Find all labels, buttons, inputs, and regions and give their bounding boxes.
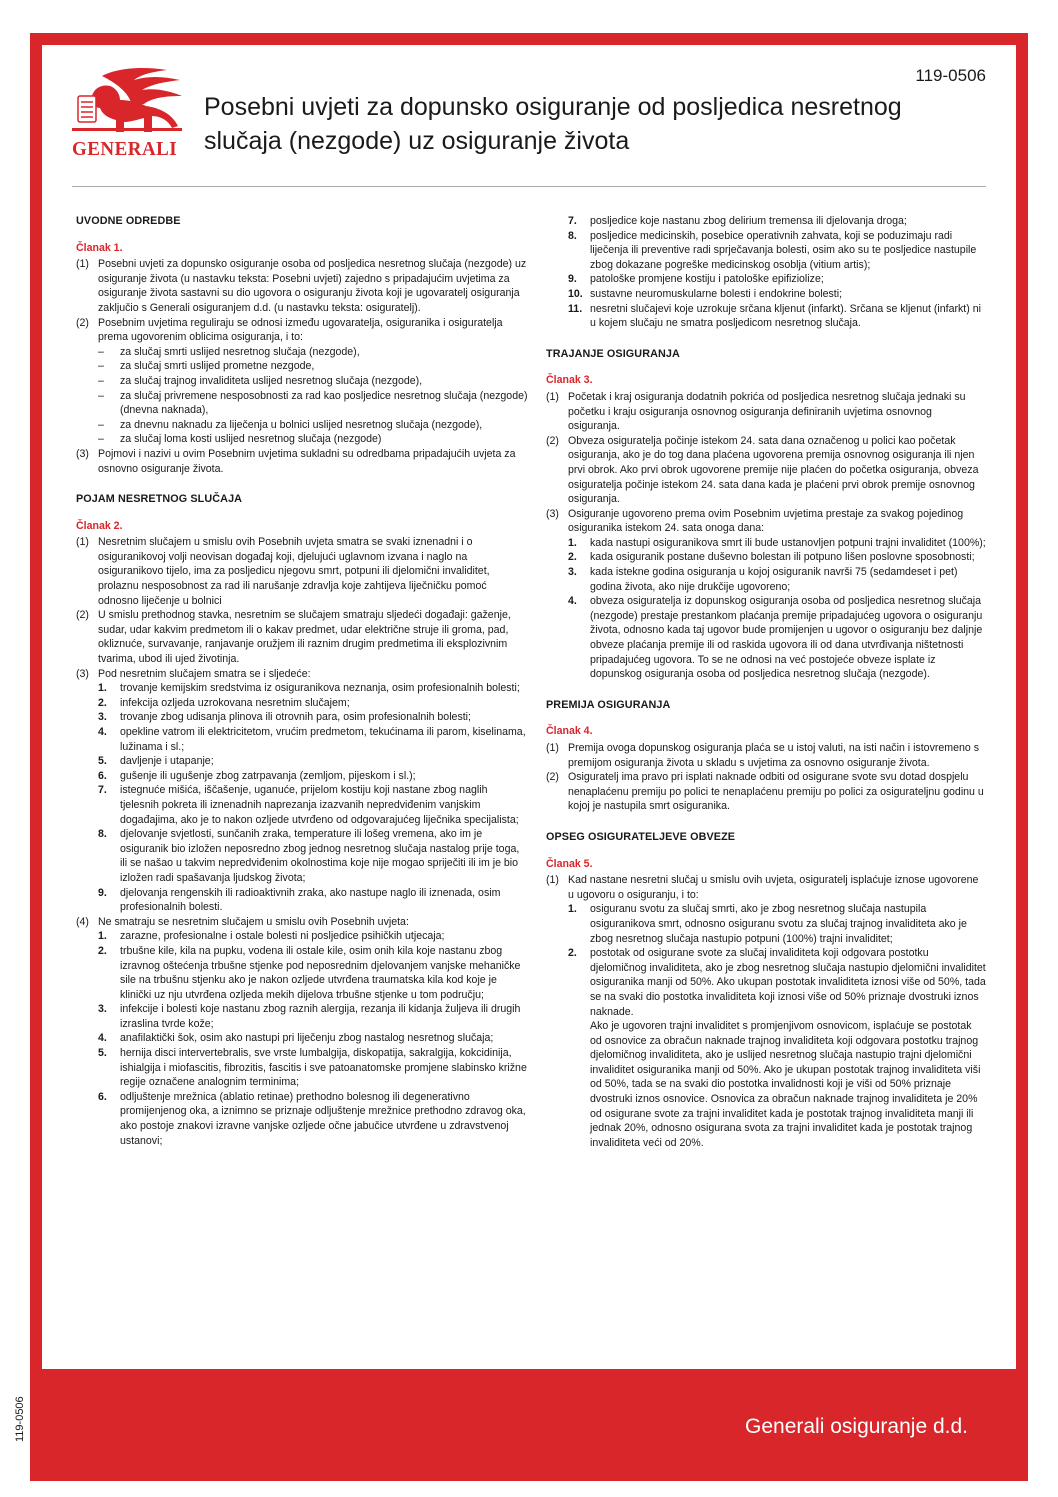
list-item bbox=[568, 536, 986, 551]
list-item bbox=[98, 929, 528, 944]
paragraph bbox=[546, 390, 986, 434]
item-number: 3. bbox=[568, 566, 577, 579]
item-number: 9. bbox=[568, 273, 577, 286]
list-item bbox=[568, 214, 986, 229]
paragraph bbox=[76, 667, 528, 682]
item-text: za slučaj trajnog invaliditeta uslijed nesretnog slučaja (nezgode), bbox=[120, 374, 423, 387]
item-text: zarazne, profesionalne i ostale bolesti ni posljedice psihičkih utjecaja; bbox=[120, 930, 445, 943]
list-item bbox=[98, 1046, 528, 1090]
list-item bbox=[98, 725, 528, 754]
item-text: sustavne neuromuskularne bolesti i endokrine bolesti; bbox=[590, 287, 843, 300]
paragraph bbox=[76, 608, 528, 666]
paragraph-text: Pojmovi i nazivi u ovim Posebnim uvjetima sukladni su odredbama pripadajućih uvjeta za osnovno osiguranje života. bbox=[98, 447, 516, 475]
list-item bbox=[568, 594, 986, 682]
list-item bbox=[568, 272, 986, 287]
item-text: za dnevnu naknadu za liječenja u bolnici uslijed nesretnog slučaja (nezgode), bbox=[120, 418, 483, 431]
item-number: – bbox=[98, 374, 104, 387]
list-item bbox=[98, 432, 528, 447]
section-heading: TRAJANJE OSIGURANJA bbox=[546, 347, 680, 360]
item-text: opekline vatrom ili elektricitetom, vrućim predmetom, tekućinama ili parom, kiselinama, lužinama i sl.; bbox=[120, 726, 526, 753]
paragraph-text: Osiguratelj ima pravo pri isplati naknade odbiti od osigurane svote svu dotad dospjelu nenaplaćenu premiju po polici te nenaplaćenu premiju po polici za osigurateljnu godinu u kojoj je nastupila smrt osiguranika. bbox=[568, 771, 984, 813]
item-number: 1. bbox=[98, 930, 107, 943]
paragraph-text: U smislu prethodnog stavka, nesretnim se slučajem smatraju sljedeći događaji: gaženje, sudar, udar kakvim predmetom ili o kakav predmet, udar električne struje ili groma, pad, okliznuće, survavanje, ranjavanje oružjem ili raznim drugim predmetima ili eksplozivnim tvarima, ubod ili ujed životinja. bbox=[98, 609, 511, 666]
list-item bbox=[98, 418, 528, 433]
item-text: djelovanja rengenskih ili radioaktivnih zraka, ako nastupe naglo ili iznenada, osim profesionalnih bolesti. bbox=[120, 886, 501, 914]
list-item bbox=[98, 681, 528, 696]
item-number: – bbox=[98, 433, 104, 446]
paragraph-number: (1) bbox=[546, 390, 559, 403]
item-number: 1. bbox=[98, 682, 107, 695]
paragraph-text: Posebnim uvjetima reguliraju se odnosi između ugovaratelja, osiguranika i osiguratelja prema ugovorenim oblicima osiguranja, i to: bbox=[98, 316, 503, 344]
item-number: 6. bbox=[98, 769, 107, 782]
article-section bbox=[546, 347, 986, 682]
paragraph-text: Premija ovoga dopunskog osiguranja plaća se u istoj valuti, na isti način i istovremeno s premijom osiguranja života u skladu s uvjetima za osnovno osiguranje života. bbox=[568, 742, 980, 769]
list-item bbox=[568, 946, 986, 1019]
paragraph-text: Nesretnim slučajem u smislu ovih Posebnih uvjeta smatra se svaki iznenadni i o osiguranikovoj volji neovisan događaj koji, djelujući uglavnom izvana i naglo na osiguranikovo tijelo, ima za posljedicu njegovu smrt, potpuni ili djelomični invaliditet, prolaznu nesposobnost za rad ili narušanje zdravlja koje zahtijeva liječničku pomoć odnosno liječenje u bolnici bbox=[98, 536, 490, 607]
logo-wordmark: GENERALI bbox=[72, 138, 178, 160]
list-item bbox=[98, 827, 528, 885]
list-item bbox=[98, 1031, 528, 1046]
article-section bbox=[546, 698, 986, 814]
item-text: infekcija ozljeda uzrokovana nesretnim slučajem; bbox=[120, 696, 350, 709]
footer-company: Generali osiguranje d.d. bbox=[745, 1415, 968, 1438]
generali-logo bbox=[72, 66, 192, 161]
item-number: 1. bbox=[568, 903, 577, 916]
paragraph-text: Početak i kraj osiguranja dodatnih pokrića od posljedica nesretnog slučaja jednaki su početku i kraju osiguranja osnovnog osiguranja definiranih uvjetima osnovnog osiguranja. bbox=[568, 390, 966, 433]
list-item bbox=[98, 754, 528, 769]
paragraph bbox=[546, 507, 986, 536]
item-number: 7. bbox=[568, 215, 577, 227]
item-text: kada istekne godina osiguranja u kojoj osiguranik navrši 75 (sedamdeset i pet) godina života, ako nije drukčije ugovoreno; bbox=[590, 566, 958, 593]
paragraph-number: (2) bbox=[76, 609, 89, 622]
item-number: 1. bbox=[568, 536, 577, 549]
item-text: anafilaktički šok, osim ako nastupi pri liječenju zbog nastalog nesretnog slučaja; bbox=[120, 1032, 494, 1045]
item-number: 8. bbox=[568, 229, 577, 242]
paragraph-text: Posebni uvjeti za dopunsko osiguranje osoba od posljedica nesretnog slučaja (nezgode) uz osiguranje života (u nastavku teksta: Posebni uvjeti) zajedno s pripadajućim uvjetima za osiguranje života sastavni su dio ugovora o osiguranju života koji je ugovaratelj osiguranja zaključio s Generali osiguranjem d.d. (u nastavku teksta: osiguratelj). bbox=[98, 258, 527, 314]
item-text: djelovanje svjetlosti, sunčanih zraka, temperature ili lošeg vremena, ako im je osiguranik bio izložen neposredno zbog jednog nesretnog slučaja nastalog prije toga, ili se našao u takvim nepredviđenim okolnostima koje nije mogao spriječiti ili im je bio izložen radi spašavanja ljudskog života; bbox=[120, 828, 520, 884]
article-number: Članak 1. bbox=[76, 241, 123, 254]
item-text: gušenje ili ugušenje zbog zatrpavanja (zemljom, pijeskom i sl.); bbox=[120, 769, 416, 782]
list-item bbox=[98, 389, 528, 418]
item-text: za slučaj privremene nesposobnosti za rad kao posljedice nesretnog slučaja (nezgode) (dnevna naknada), bbox=[120, 389, 528, 417]
paragraph bbox=[546, 741, 986, 770]
footer-band bbox=[42, 1369, 1016, 1469]
list-item bbox=[98, 345, 528, 360]
paragraph-number: (1) bbox=[76, 258, 89, 271]
item-number: 5. bbox=[98, 1047, 107, 1060]
item-number: 8. bbox=[98, 828, 107, 841]
item-text: postotak od osigurane svote za slučaj invaliditeta koji odgovara postotku djelomičnog invaliditeta, ako je zbog nesretnog slučaja nastupio djelomični invaliditet osiguranika manji od 50%. Ako ukupan postotak invaliditeta iznosi više od 50%, tada se na svaki dio postotka invaliditeta koji iznosi više od 50% priznaje dvostruki iznos naknade. bbox=[590, 947, 986, 1018]
list-item bbox=[98, 1002, 528, 1031]
item-text: za slučaj smrti uslijed prometne nezgode, bbox=[120, 360, 315, 373]
item-number: 3. bbox=[98, 711, 107, 724]
list-item bbox=[568, 565, 986, 594]
paragraph bbox=[76, 447, 528, 476]
paragraph-text: Osiguranje ugovoreno prema ovim Posebnim uvjetima prestaje za svakog pojedinog osiguranika istekom 24. sata onoga dana: bbox=[568, 507, 964, 535]
article-number: Članak 4. bbox=[546, 725, 593, 738]
item-number: – bbox=[98, 360, 104, 373]
list-item bbox=[98, 944, 528, 1002]
item-text: kada nastupi osiguranikova smrt ili bude ustanovljen potpuni trajni invaliditet (100%); bbox=[590, 536, 986, 549]
item-list bbox=[568, 902, 986, 1019]
page-title: Posebni uvjeti za dopunsko osiguranje od posljedica nesretnog slučaja (nezgode) uz osiguranje života bbox=[204, 93, 902, 155]
paragraph-text: Obveza osiguratelja počinje istekom 24. sata dana označenog u polici kao početak osiguranja, ako je do tog dana plaćena ugovorena premija osnovnog osiguranja ili njen prvi obrok. Ako prvi obrok ugovorene premije nije plaćen do početka osiguranja, obveza osiguratelja počinje istekom 24. sata dana kada je plaćeni prvi obrok premije osnovnog osiguranja. bbox=[568, 434, 979, 506]
item-number: – bbox=[98, 418, 104, 431]
item-text: za slučaj loma kosti uslijed nesretnog slučaja (nezgode) bbox=[120, 433, 382, 446]
item-list bbox=[98, 929, 528, 1148]
item-text: patološke promjene kostiju i patološke epifiziolize; bbox=[590, 273, 824, 286]
paragraph bbox=[546, 873, 986, 902]
item-number: 7. bbox=[98, 784, 107, 797]
paragraph-text: Kad nastane nesretni slučaj u smislu ovih uvjeta, osiguratelj isplaćuje iznose ugovorene u ugovoru o osiguranju, i to: bbox=[568, 874, 979, 901]
item-list bbox=[98, 345, 528, 447]
section-heading: PREMIJA OSIGURANJA bbox=[546, 698, 671, 711]
paragraph-number: (1) bbox=[76, 536, 89, 549]
item-text: hernija disci intervertebralis, sve vrste lumbalgija, diskopatija, sakralgija, kokcidinija, ishialgija i miofascitis, fibrozitis, fascitis i sve patoanatomske promjene slabinsko križne regije označene analognim terminima; bbox=[120, 1047, 527, 1089]
item-text: za slučaj smrti uslijed nesretnog slučaja (nezgode), bbox=[120, 345, 360, 358]
paragraph-number: (3) bbox=[76, 667, 89, 680]
item-text: trbušne kile, kila na pupku, vodena ili ostale kile, osim onih kila koje nastanu zbog izravnog oštećenja trbušne stjenke pod neposrednim djelovanjem vanjske mehaničke sile na trbušnu stjenku ako je nakon ozljede utvrđena traumatska kila kod koje je klinički uz nju utvrđena ozljeda mekih dijelova trbušne stjenke u tom području; bbox=[120, 944, 521, 1001]
paragraph bbox=[546, 434, 986, 507]
article-number: Članak 3. bbox=[546, 374, 593, 387]
list-item bbox=[98, 374, 528, 389]
section-heading: UVODNE ODREDBE bbox=[76, 215, 181, 227]
list-item bbox=[568, 550, 986, 565]
right-column bbox=[546, 214, 986, 1166]
paragraph-number: (2) bbox=[546, 434, 559, 447]
paragraph bbox=[546, 770, 986, 814]
item-number: 4. bbox=[98, 1032, 107, 1045]
item-text: odljuštenje mrežnica (ablatio retinae) prethodno bolesnog ili degenerativno promijenjenog oka, a iznimno se priznaje odljuštenje mrežnice prethodno zdravog oka, ako postoje znakovi izravne vanjske ozljede očne jabučice utvrđene u zdravstvenoj ustanovi; bbox=[120, 1090, 526, 1147]
continued-list bbox=[546, 214, 986, 331]
item-number: 2. bbox=[568, 551, 577, 564]
list-item bbox=[98, 359, 528, 374]
paragraph-text: Pod nesretnim slučajem smatra se i sljedeće: bbox=[98, 667, 311, 680]
article-section bbox=[76, 492, 528, 1148]
paragraph-number: (4) bbox=[76, 915, 89, 928]
item-text: obveza osiguratelja iz dopunskog osiguranja osoba od posljedica nesretnog slučaja (nezgode) prestaje prestankom plaćanja premije pripadajućeg ugovora o osiguranju života, odnosno kada taj ugovor bude promijenjen u ugovor o osiguranju bez daljnje obveze plaćanja premije ili od raskida ugovora ili od dana utvrđivanja ništetnosti pripadajućeg ugovora. To se ne odnosi na već postojeće obveze isplate iz dopunskog osiguranja osoba od posljedica nesretnog slučaja (nezgode). bbox=[590, 595, 983, 681]
list-item bbox=[98, 1090, 528, 1148]
item-number: – bbox=[98, 389, 104, 402]
list-item bbox=[568, 229, 986, 273]
list-item bbox=[568, 302, 986, 331]
paragraph bbox=[76, 915, 528, 930]
item-number: 2. bbox=[98, 696, 107, 709]
title-divider bbox=[72, 186, 986, 187]
article-number: Članak 2. bbox=[76, 519, 123, 532]
item-number: 11. bbox=[568, 302, 583, 315]
item-text: infekcije i bolesti koje nastanu zbog raznih alergija, rezanja ili kidanja žuljeva ili drugih izraslina tvrde kože; bbox=[120, 1003, 521, 1030]
item-text: posljedice medicinskih, posebice operativnih zahvata, koji se poduzimaju radi liječenja ili preventive radi sprječavanja bolesti, osim ako su te posljedice nastupile zbog dokazane pogreške medicinskog osoblja (vitium artis); bbox=[590, 229, 977, 271]
item-number: – bbox=[98, 345, 104, 358]
paragraph-text: Ne smatraju se nesretnim slučajem u smislu ovih Posebnih uvjeta: bbox=[98, 915, 409, 928]
item-list bbox=[568, 214, 986, 331]
item-number: 5. bbox=[98, 755, 107, 768]
item-number: 4. bbox=[98, 726, 107, 738]
winged-lion-icon bbox=[72, 66, 188, 136]
paragraph bbox=[76, 535, 528, 608]
item-text: istegnuće mišića, iščašenje, uganuće, prijelom kostiju koji nastane zbog naglih tjelesnih pokreta ili iznenadnih naprezanja izazvanih nepredviđenim vanjskim događajima, ako je to nakon ozljede utvrđeno od odgovarajućeg liječnika specijalista; bbox=[120, 784, 519, 826]
item-number: 6. bbox=[98, 1090, 107, 1103]
list-item bbox=[98, 710, 528, 725]
section-heading: OPSEG OSIGURATELJEVE OBVEZE bbox=[546, 830, 736, 843]
item-list bbox=[98, 681, 528, 915]
paragraph-note: Ako je ugovoren trajni invaliditet s promjenjivom osnovicom, isplaćuje se postotak od osnovice za obračun naknade trajnog invaliditeta koji odgovara postotku trajnog djelomičnog invaliditeta, ako je uslijed nesretnog slučaja nastupio trajni djelomični invaliditet osiguranika manji od 50%. Ako je ukupan postotak trajnog invaliditeta viši od 50%, tada se na svaki dio postotka invalidnosti koji je viši od 50% priznaje dvostruki iznos osnovice. Osnovica za obračun naknade trajnog invaliditeta je 20% od osigurane svote za trajni invaliditet kada je postotak trajnog invaliditeta manji ili jednak 20%, odnosno osigurana svota za trajni invaliditet kada je postotak trajnog invaliditeta veći od 20%. bbox=[590, 1020, 981, 1149]
paragraph-number: (2) bbox=[76, 316, 89, 329]
paragraph-number: (1) bbox=[546, 742, 559, 754]
item-text: posljedice koje nastanu zbog delirium tremensa ili djelovanja droga; bbox=[590, 215, 907, 227]
item-number: 4. bbox=[568, 595, 577, 608]
paragraph bbox=[76, 316, 528, 345]
item-text: osiguranu svotu za slučaj smrti, ako je zbog nesretnog slučaja nastupila osiguranikova smrt, odnosno osiguranu svotu za slučaj trajnog invaliditeta ako je zbog nesretnog slučaja nastupio potpuni (100%) trajni invaliditet; bbox=[590, 903, 967, 945]
item-number: 9. bbox=[98, 886, 107, 899]
paragraph bbox=[76, 257, 528, 315]
item-number: 2. bbox=[98, 944, 107, 957]
list-item bbox=[98, 769, 528, 784]
item-text: kada osiguranik postane duševno bolestan ili potpuno lišen poslovne sposobnosti; bbox=[590, 551, 975, 564]
paragraph-number: (3) bbox=[546, 507, 559, 520]
article-section bbox=[546, 830, 986, 1150]
item-text: trovanje zbog udisanja plinova ili otrovnih para, osim profesionalnih bolesti; bbox=[120, 711, 471, 724]
item-list bbox=[568, 536, 986, 682]
doc-code: 119-0506 bbox=[915, 66, 986, 85]
item-text: davljenje i utapanje; bbox=[120, 755, 214, 768]
list-item bbox=[568, 287, 986, 302]
item-text: nesretni slučajevi koje uzrokuje srčana kljenut (infarkt). Srčana se kljenut (infarkt) ni u kojem slučaju ne smatra posljedicom nesretnog slučaja. bbox=[590, 302, 981, 330]
item-number: 10. bbox=[568, 287, 583, 300]
article-section bbox=[76, 214, 528, 476]
list-item bbox=[98, 696, 528, 711]
list-item bbox=[568, 902, 986, 946]
left-column bbox=[76, 214, 528, 1164]
side-doc-code: 119-0506 bbox=[14, 1396, 26, 1442]
paragraph-number: (1) bbox=[546, 874, 559, 887]
paragraph-number: (2) bbox=[546, 771, 559, 784]
paragraph-number: (3) bbox=[76, 447, 89, 460]
article-number: Članak 5. bbox=[546, 857, 593, 870]
item-text: trovanje kemijskim sredstvima iz osiguranikova neznanja, osim profesionalnih bolesti; bbox=[120, 682, 520, 695]
section-heading: POJAM NESRETNOG SLUČAJA bbox=[76, 493, 243, 506]
item-number: 3. bbox=[98, 1003, 107, 1016]
list-item bbox=[98, 783, 528, 827]
item-number: 2. bbox=[568, 947, 577, 960]
list-item bbox=[98, 886, 528, 915]
